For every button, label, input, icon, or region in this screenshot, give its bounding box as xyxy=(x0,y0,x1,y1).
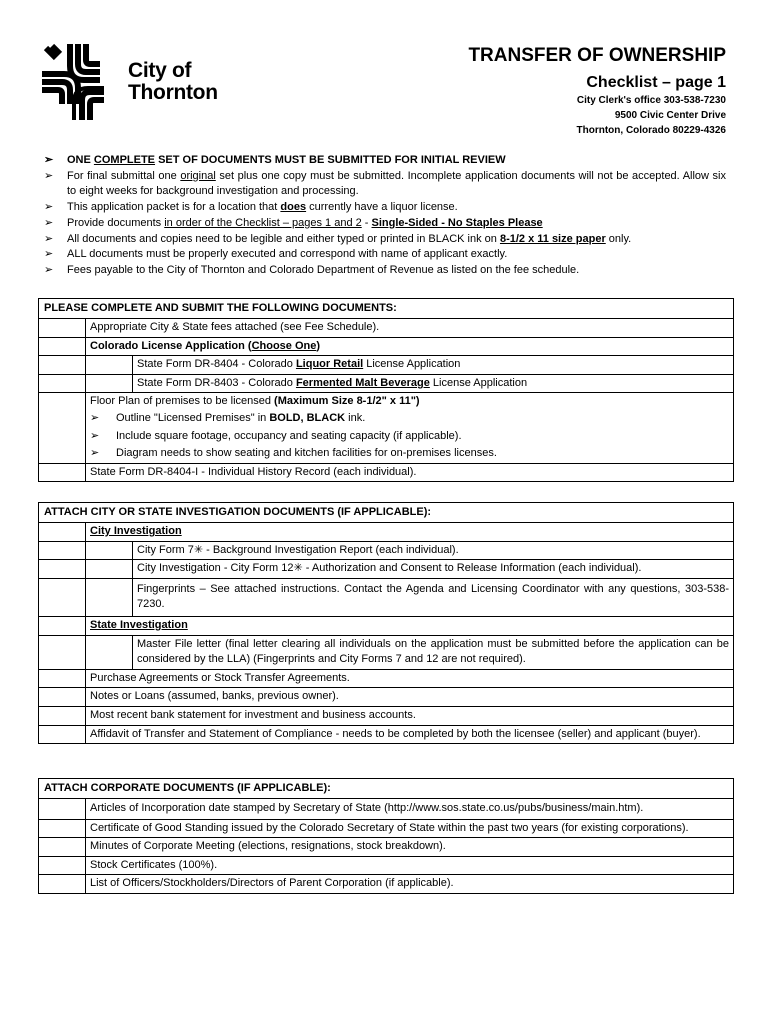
city-logo xyxy=(38,42,248,122)
text: only. xyxy=(605,232,632,245)
text: This application packet is for a location that xyxy=(67,201,281,214)
arrow-bullet-icon: ➢ xyxy=(44,263,54,276)
row-text: Notes or Loans (assumed, banks, previous owner). xyxy=(90,690,339,703)
section-header: ATTACH CORPORATE DOCUMENTS (IF APPLICABLE): xyxy=(39,779,733,799)
checkbox-cell[interactable] xyxy=(39,820,86,838)
instructions-list xyxy=(44,153,726,279)
row-text: Affidavit of Transfer and Statement of Compliance - needs to be completed by both the licensee (seller) and applicant (buyer). xyxy=(90,727,701,740)
checklist-row xyxy=(39,820,733,839)
arrow-bullet-icon: ➢ xyxy=(44,169,54,182)
document-subtitle: Checklist – page 1 xyxy=(586,74,726,91)
checkbox-cell[interactable] xyxy=(86,636,133,669)
row-text: City Investigation - City Form 12✳ - Authorization and Consent to Release Information (each individual). xyxy=(137,562,642,575)
text: ALL documents must be properly executed and correspond with name of applicant exactly. xyxy=(67,248,508,261)
instruction-item xyxy=(44,216,726,232)
row-text: Most recent bank statement for investment and business accounts. xyxy=(90,708,416,721)
subheading-city-investigation: City Investigation xyxy=(90,525,182,537)
spacer-cell xyxy=(39,617,86,635)
address-line-3: Thornton, Colorado 80229-4326 xyxy=(576,125,726,136)
checklist-row xyxy=(39,726,733,744)
checkbox-cell[interactable] xyxy=(86,560,133,578)
row-text: Floor Plan of premises to be licensed (Maximum Size 8-1/2" x 11") ➢ Outline "Licensed Premises" in BOLD, BLACK ink. ➢ Include square footage, occupancy and seating capacity (if applicable). ➢ Diagram needs to show seating and kitchen facilities for on-premises licenses. xyxy=(86,393,733,462)
checklist-row xyxy=(39,338,733,357)
checklist-row xyxy=(39,560,733,579)
instruction-item xyxy=(44,263,726,279)
checkbox-cell[interactable] xyxy=(39,857,86,875)
spacer-cell xyxy=(39,542,86,560)
text: set plus one copy must be submitted. Incomplete application documents will not be accepted. Allow six to eight weeks for background investigation and processing. xyxy=(67,169,726,198)
section-header: ATTACH CITY OR STATE INVESTIGATION DOCUMENTS (IF APPLICABLE): xyxy=(39,503,733,523)
checklist-row xyxy=(39,542,733,561)
arrow-bullet-icon: ➢ xyxy=(90,429,100,442)
city-of-thornton-logo-icon xyxy=(38,42,124,122)
text: in order of the Checklist – pages 1 and 2 xyxy=(164,216,362,229)
row-text: Master File letter (final letter clearing all individuals on the application must be submitted before the application can be considered by the LLA) (Fingerprints and City Forms 7 and 12 are not required). xyxy=(137,637,729,666)
instruction-item xyxy=(44,169,726,200)
section-corporate-documents xyxy=(38,778,734,894)
checklist-row xyxy=(39,375,733,394)
text: original xyxy=(180,169,216,182)
arrow-bullet-icon: ➢ xyxy=(44,216,54,229)
row-text: Appropriate City & State fees attached (see Fee Schedule). xyxy=(90,321,380,333)
subheading-state-investigation: State Investigation xyxy=(90,618,188,631)
arrow-bullet-icon: ➢ xyxy=(90,447,100,460)
row-text: State Form DR-8404-I - Individual History Record (each individual). xyxy=(90,465,417,478)
checklist-row xyxy=(39,707,733,726)
text: currently have a liquor license. xyxy=(306,201,458,214)
text: 8-1/2 x 11 size paper xyxy=(499,232,606,245)
instruction-item xyxy=(44,232,726,248)
instruction-item xyxy=(44,200,726,216)
text: Single-Sided - No Staples Please xyxy=(371,216,543,229)
row-text: Purchase Agreements or Stock Transfer Agreements. xyxy=(90,671,350,684)
instruction-item xyxy=(44,153,726,169)
checklist-row xyxy=(39,875,733,893)
checklist-row xyxy=(39,319,733,338)
document-title: TRANSFER OF OWNERSHIP xyxy=(468,45,726,66)
checklist-row xyxy=(39,636,733,670)
spacer-cell xyxy=(39,356,86,374)
checkbox-cell[interactable] xyxy=(86,356,133,374)
arrow-bullet-icon: ➢ xyxy=(90,411,100,424)
text: - xyxy=(361,216,372,229)
subheading-row xyxy=(39,523,733,542)
instruction-item xyxy=(44,247,726,263)
section-header: PLEASE COMPLETE AND SUBMIT THE FOLLOWING DOCUMENTS: xyxy=(39,299,733,319)
text: Provide documents xyxy=(67,216,165,229)
checklist-row xyxy=(39,799,733,820)
row-text: Articles of Incorporation date stamped by Secretary of State (http://www.sos.state.co.us/pubs/business/main.htm). xyxy=(90,802,644,814)
checkbox-cell[interactable] xyxy=(39,338,86,356)
logo-line2: Thornton xyxy=(128,81,218,104)
checkbox-cell[interactable] xyxy=(39,670,86,688)
checkbox-cell[interactable] xyxy=(86,542,133,560)
address-line-2: 9500 Civic Center Drive xyxy=(614,110,726,121)
arrow-bullet-icon: ➢ xyxy=(44,154,54,166)
text: does xyxy=(280,201,307,214)
checkbox-cell[interactable] xyxy=(39,799,86,819)
checkbox-cell[interactable] xyxy=(39,875,86,893)
checklist-row xyxy=(39,670,733,689)
address-line-1: City Clerk's office 303-538-7230 xyxy=(576,95,726,106)
spacer-cell xyxy=(39,375,86,393)
checklist-row xyxy=(39,838,733,857)
document-header xyxy=(468,44,726,138)
text: ONE xyxy=(67,154,94,166)
checklist-row xyxy=(39,688,733,707)
arrow-bullet-icon: ➢ xyxy=(44,232,54,245)
row-text: Minutes of Corporate Meeting (elections, resignations, stock breakdown). xyxy=(90,840,446,853)
row-text: State Form DR-8404 - Colorado Liquor Retail License Application xyxy=(137,358,461,371)
spacer-cell xyxy=(39,579,86,616)
checklist-row xyxy=(39,393,733,463)
spacer-cell xyxy=(39,636,86,669)
row-text: Stock Certificates (100%). xyxy=(90,858,218,871)
arrow-bullet-icon: ➢ xyxy=(44,248,54,261)
text: Fees payable to the City of Thornton and Colorado Department of Revenue as listed on the fee schedule. xyxy=(67,263,580,276)
checkbox-cell[interactable] xyxy=(86,375,133,393)
checkbox-cell[interactable] xyxy=(39,319,86,337)
checklist-row xyxy=(39,857,733,876)
spacer-cell xyxy=(39,560,86,578)
section-investigation-documents xyxy=(38,502,734,744)
text: SET OF DOCUMENTS MUST BE SUBMITTED FOR INITIAL REVIEW xyxy=(155,154,506,166)
row-text: State Form DR-8403 - Colorado Fermented Malt Beverage License Application xyxy=(137,376,528,389)
subheading-row xyxy=(39,617,733,636)
row-text: List of Officers/Stockholders/Directors of Parent Corporation (if applicable). xyxy=(90,877,454,890)
text: COMPLETE xyxy=(93,154,156,166)
logo-line1: City of xyxy=(128,59,192,82)
text: All documents and copies need to be legible and either typed or printed in BLACK ink on xyxy=(67,232,500,245)
checklist-row xyxy=(39,464,733,482)
section-complete-submit xyxy=(38,298,734,482)
spacer-cell xyxy=(39,523,86,541)
row-text: Colorado License Application (Choose One) xyxy=(90,339,321,352)
text: For final submittal one xyxy=(67,169,181,182)
row-text: City Form 7✳ - Background Investigation Report (each individual). xyxy=(137,543,459,556)
arrow-bullet-icon: ➢ xyxy=(44,201,54,214)
checkbox-cell[interactable] xyxy=(39,393,86,462)
checkbox-cell[interactable] xyxy=(39,838,86,856)
checklist-row xyxy=(39,356,733,375)
row-text: Certificate of Good Standing issued by the Colorado Secretary of State within the past two years (for existing corporations). xyxy=(90,821,689,834)
checkbox-cell[interactable] xyxy=(86,579,133,616)
checkbox-cell[interactable] xyxy=(39,464,86,482)
row-text: Fingerprints – See attached instructions. Contact the Agenda and Licensing Coordinator with any questions, 303-538-7230. xyxy=(137,582,729,611)
checklist-row xyxy=(39,579,733,617)
checkbox-cell[interactable] xyxy=(39,707,86,725)
checkbox-cell[interactable] xyxy=(39,726,86,744)
checkbox-cell[interactable] xyxy=(39,688,86,706)
